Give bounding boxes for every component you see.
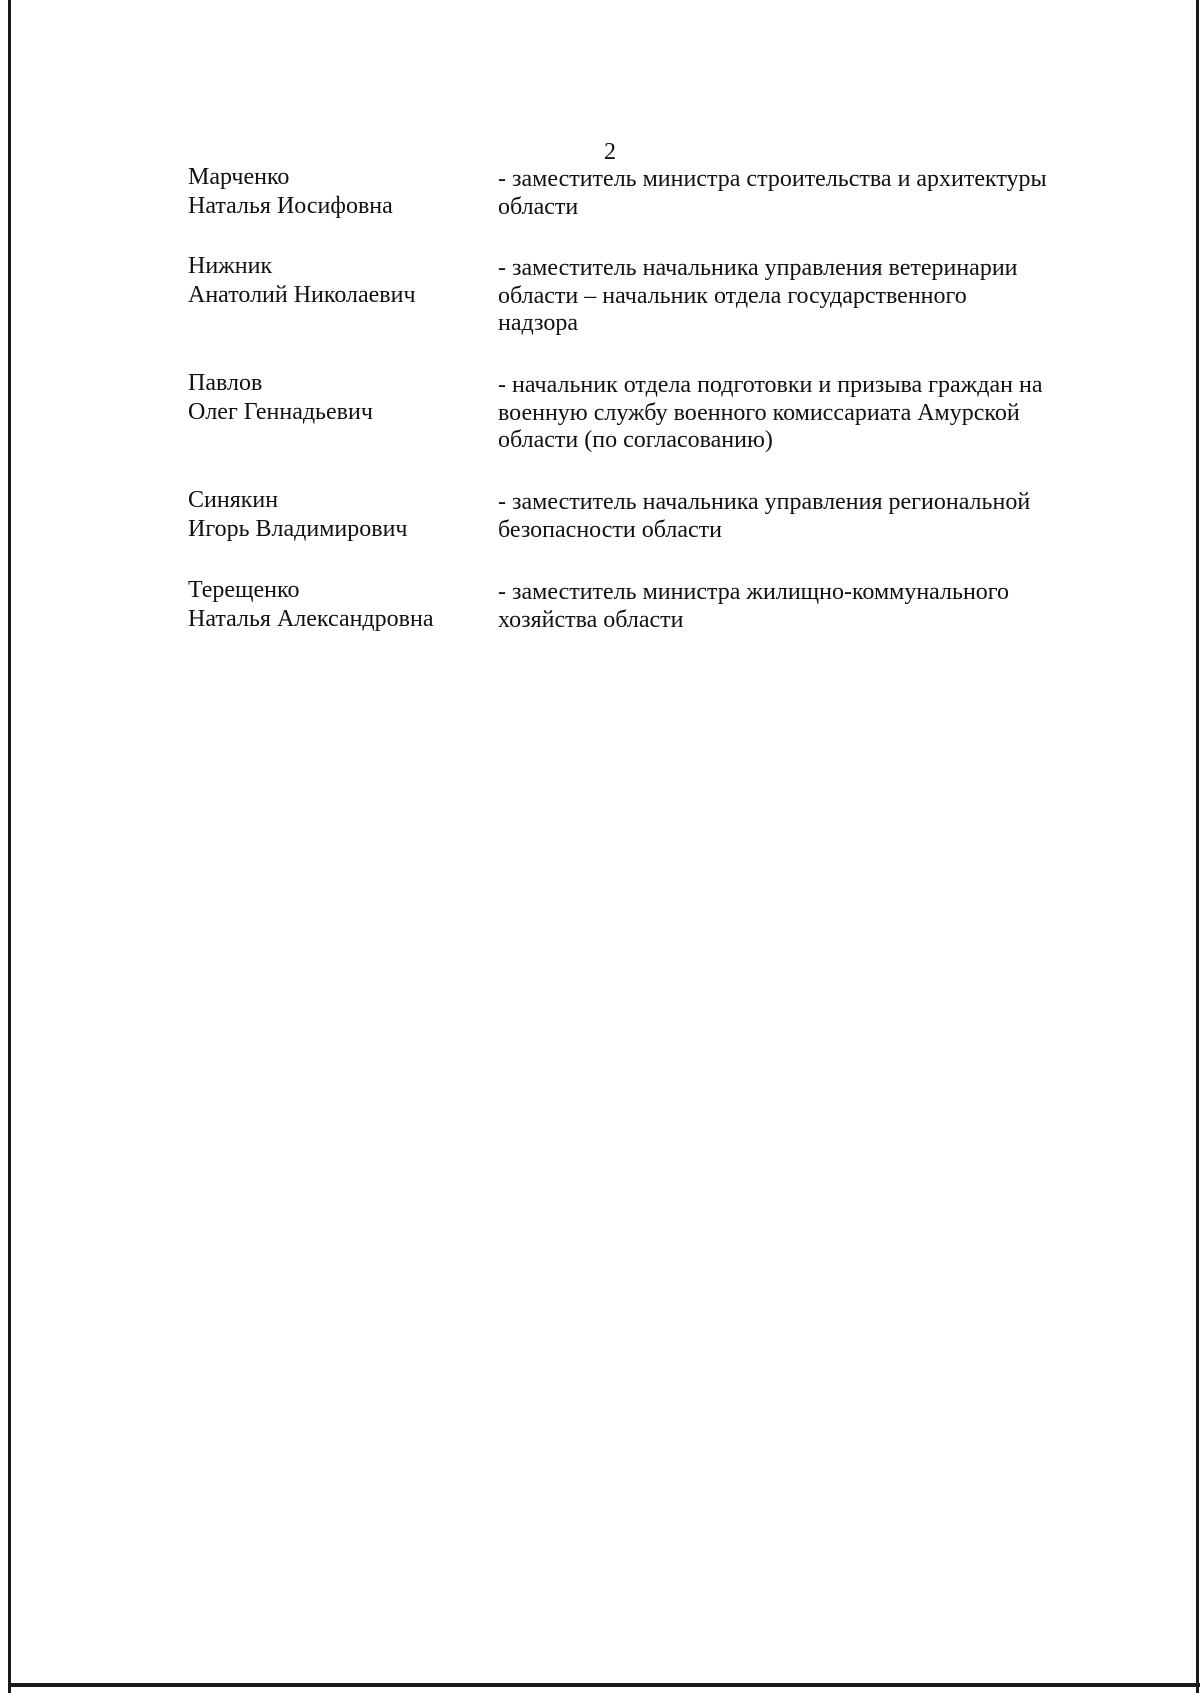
position-line: безопасности области [498,516,722,543]
page-number: 2 [604,139,616,165]
member-name [188,252,478,310]
member-name [188,369,478,427]
member-surname: Марченко [188,164,290,190]
scan-edge-left [8,0,11,1693]
scan-edge-bottom [8,1683,1200,1687]
position-line: военную службу военного комиссариата Амурской [498,399,1020,426]
member-surname: Павлов [188,370,263,396]
position-line: - заместитель начальника управления региональной [498,489,1031,515]
member-surname: Синякин [188,487,279,513]
position-line: области (по согласованию) [498,427,773,453]
member-position [498,372,1138,455]
member-name [188,576,478,634]
position-line: надзора [498,310,578,336]
position-line: хозяйства области [498,606,684,633]
position-line: - заместитель министра жилищно-коммунального [498,579,1010,605]
member-given-names: Наталья Иосифовна [188,193,393,219]
member-given-names: Игорь Владимирович [188,516,408,542]
member-name [188,486,478,544]
position-line: области – начальник отдела государственного [498,282,967,309]
member-position [498,166,1138,221]
member-given-names: Анатолий Николаевич [188,282,416,308]
position-line: - заместитель министра строительства и архитектуры [498,166,1047,192]
position-line: - начальник отдела подготовки и призыва граждан на [498,372,1043,398]
member-given-names: Олег Геннадьевич [188,399,373,425]
member-position [498,579,1138,634]
member-position [498,489,1138,544]
position-line: области [498,193,579,220]
position-line: - заместитель начальника управления ветеринарии [498,255,1018,281]
member-given-names: Наталья Александровна [188,606,434,632]
member-position [498,255,1138,338]
member-surname: Нижник [188,253,273,279]
member-surname: Терещенко [188,577,300,603]
scan-edge-right [1196,0,1199,1693]
member-name [188,163,478,221]
